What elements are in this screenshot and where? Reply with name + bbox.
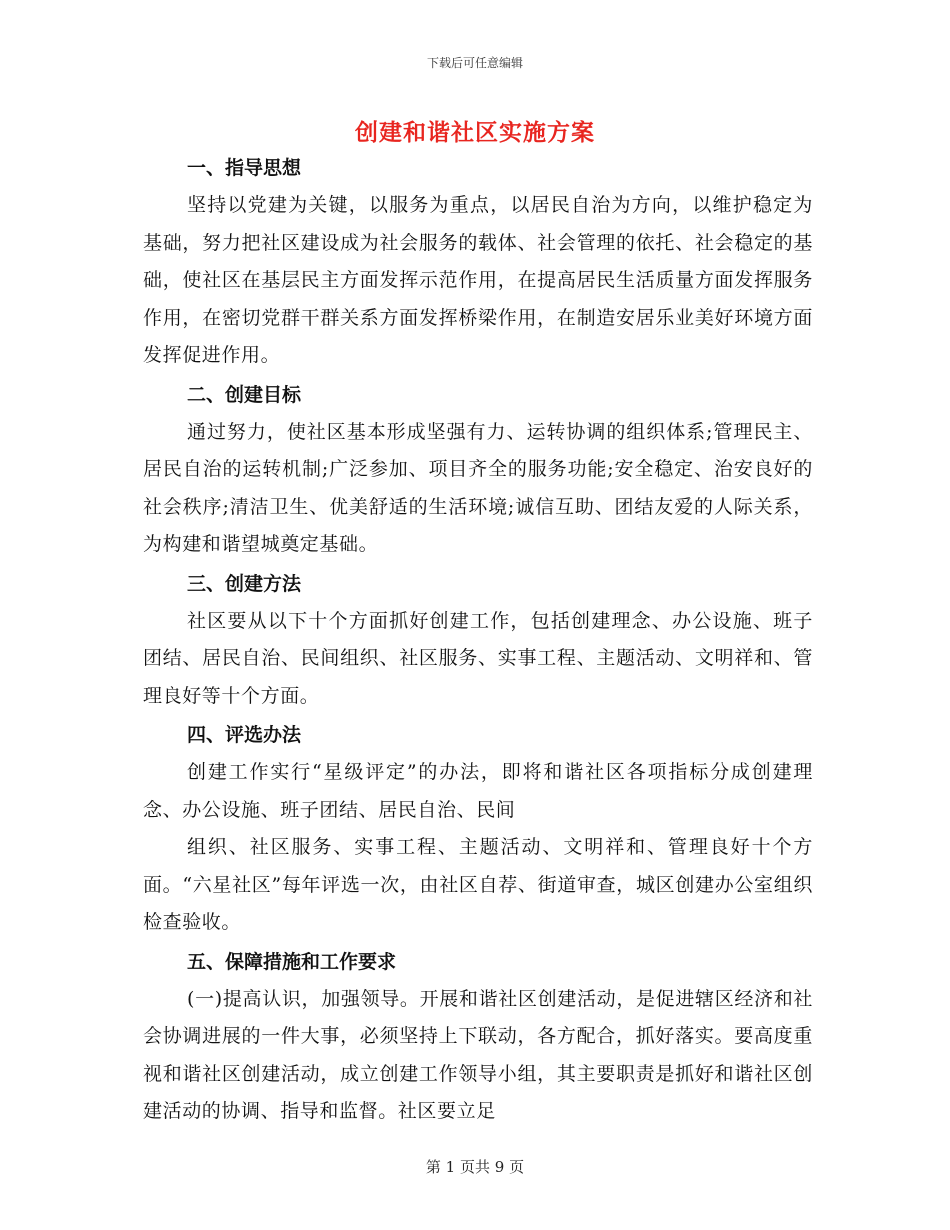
section-heading: 三、创建方法 [187, 572, 302, 595]
header-note: 下载后可任意编辑 [426, 56, 523, 70]
section-paragraph: 组织、社区服务、实事工程、主题活动、文明祥和、管理良好十个方面。“六星社区”每年评选一次，由社区自荐、街道审查，城区创建办公室组织检查验收。 [143, 836, 813, 933]
section-paragraph: 创建工作实行“星级评定”的办法，即将和谐社区各项指标分成创建理念、办公设施、班子团结、居民自治、民间 [143, 761, 813, 821]
section-paragraph: 坚持以党建为关键，以服务为重点，以居民自治为方向，以维护稳定为基础，努力把社区建设成为社会服务的载体、社会管理的依托、社会稳定的基础，使社区在基层民主方面发挥示范作用，在提高居民生活质量方面发挥服务作用，在密切党群干群关系方面发挥桥梁作用，在制造安居乐业美好环境方面发挥促进作用。 [143, 194, 813, 366]
section-paragraph: 通过努力，使社区基本形成坚强有力、运转协调的组织体系;管理民主、居民自治的运转机制;广泛参加、项目齐全的服务功能;安全稳定、治安良好的社会秩序;清洁卫生、优美舒适的生活环境;诚信互助、团结友爱的人际关系，为构建和谐望城奠定基础。 [143, 420, 813, 555]
document-title: 创建和谐社区实施方案 [355, 119, 595, 146]
section-heading: 四、评选办法 [187, 724, 302, 746]
section-heading: 五、保障措施和工作要求 [187, 950, 397, 973]
section-heading: 二、创建目标 [187, 383, 302, 406]
document-body [143, 150, 813, 1131]
page-number-footer: 第 1 页共 9 页 [425, 1158, 525, 1176]
section-heading: 一、指导思想 [187, 157, 302, 179]
section-paragraph: (一)提高认识，加强领导。开展和谐社区创建活动，是促进辖区经济和社会协调进展的一件大事，必须坚持上下联动，各方配合，抓好落实。要高度重视和谐社区创建活动，成立创建工作领导小组，其主要职责是抓好和谐社区创建活动的协调、指导和监督。社区要立足 [143, 987, 813, 1122]
section-paragraph: 社区要从以下十个方面抓好创建工作，包括创建理念、办公设施、班子团结、居民自治、民间组织、社区服务、实事工程、主题活动、文明祥和、管理良好等十个方面。 [143, 609, 813, 707]
